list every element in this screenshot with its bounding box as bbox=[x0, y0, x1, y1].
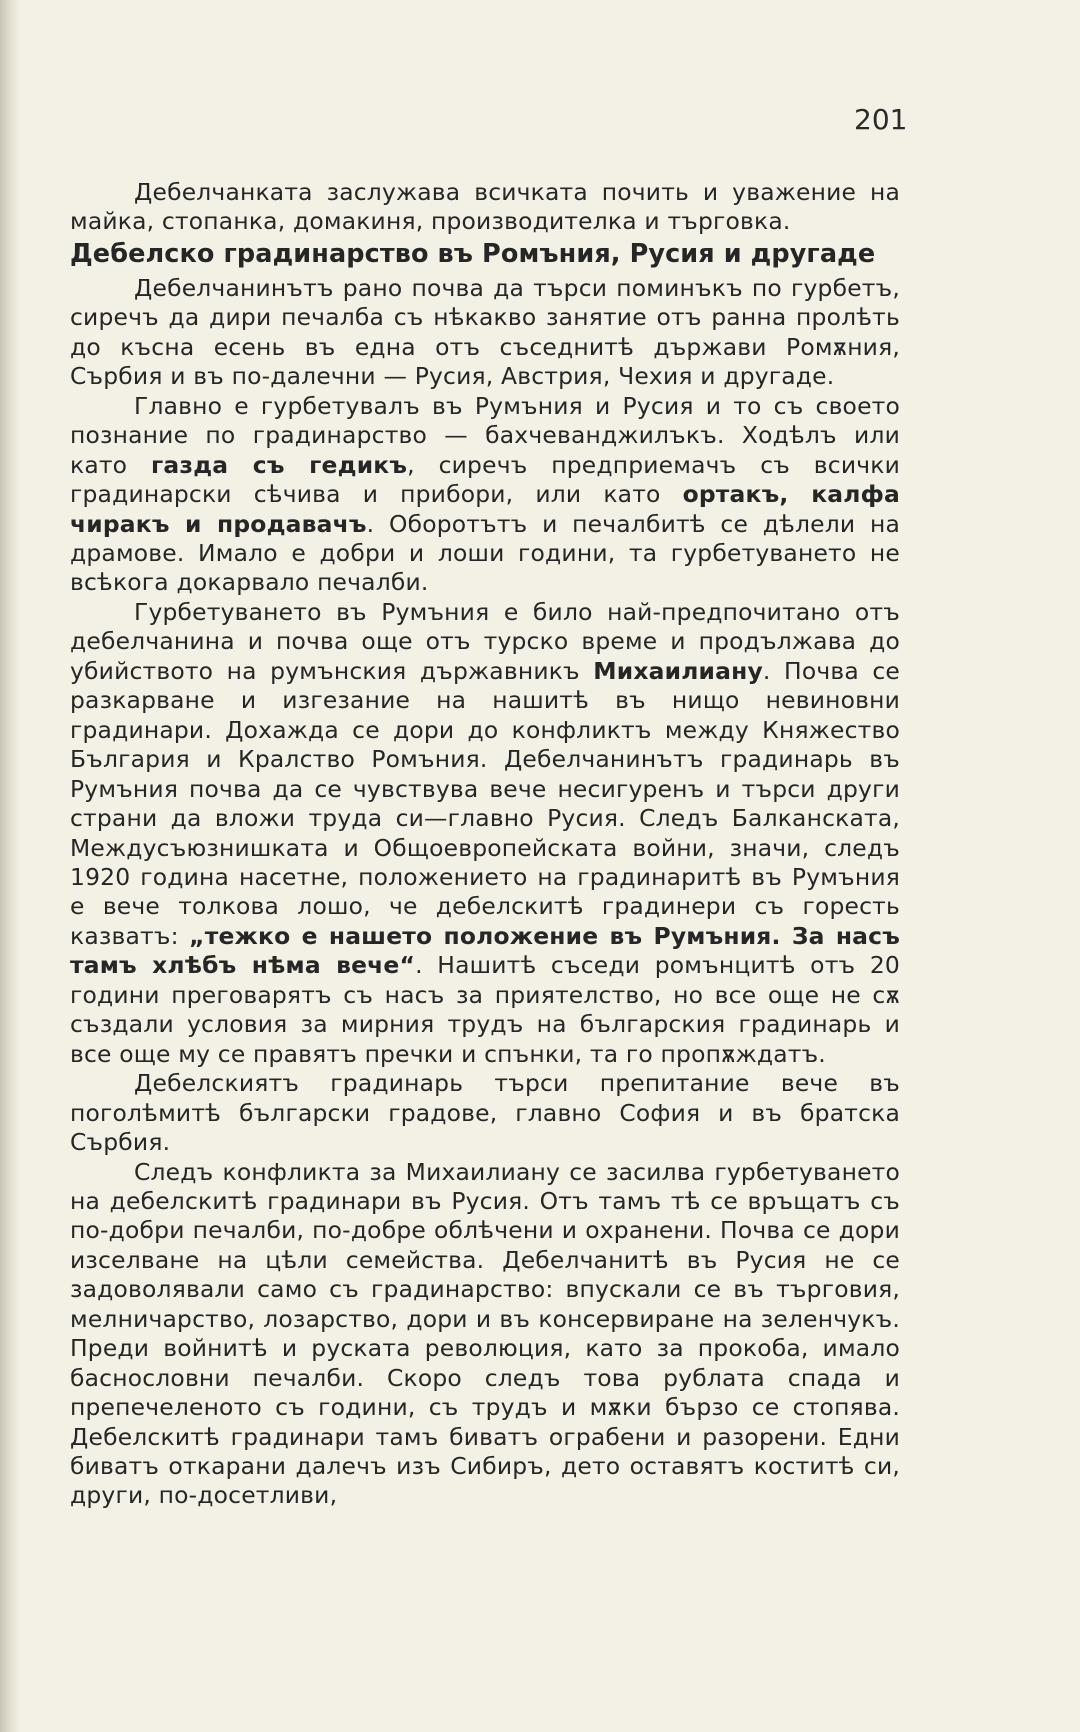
text-run: . Почва се разкарване и изгезание на нашитѣ въ нищо невиновни градинари. Дохажда се дори до конфликтъ между Княжество България и Кралство Ромъния. Дебелчанинътъ градинарь въ Румъния почва да се чувствува вече несигуренъ и търси други страни да вложи труда си—главно Русия. Следъ Балканската, Междусъюзнишката и Общоевропейската войни, значи, следъ 1920 година насетне, положението на градинаритѣ въ Румъния е вече толкова лошо, че дебелскитѣ градинери съ горесть казватъ: bbox=[70, 656, 900, 950]
text-run: Главно е гурбетувалъ въ Румъния и Русия и то съ своето познание по градинарство — бахчеванджилъкъ. Ходѣлъ или като bbox=[70, 391, 900, 479]
text-run: , сиречъ предприемачъ съ всички градинарски сѣчива и прибори, или като bbox=[70, 450, 900, 509]
section-heading: Дебелско градинарство въ Ромъния, Русия и другаде bbox=[70, 238, 876, 269]
page-binding-shadow bbox=[0, 0, 20, 1732]
text-run: Гурбетуването въ Румъния е било най-предпочитано отъ дебелчанина и почва още отъ турско време и продължава до убийството на румънския държавникъ bbox=[70, 597, 900, 685]
paragraph: Следъ конфликта за Михаилиану се засилва гурбетуването на дебелскитѣ градинари въ Русия. Отъ тамъ тѣ се връщатъ съ по-добри печалби, по-добре облѣчени и охранени. Почва се дори изселване на цѣли семейства. Дебелчанитѣ въ Русия не се задоволявали само съ градинарство: впускали се въ търговия, мелничарство, лозарство, дори и въ консервиране на зеленчукъ. Преди войнитѣ и руската революция, като за прокоба, имало баснословни печалби. Скоро следъ това рублата спада и препечеленото съ години, съ трудъ и мѫки бързо се стопява. Дебелскитѣ градинари тамъ биватъ ограбени и разорени. Едни биватъ откарани далечъ изъ Сибиръ, дето оставятъ коститѣ си, други, по-досетливи, bbox=[70, 1157, 900, 1510]
page-number: 201 bbox=[854, 103, 908, 136]
text-run: . Оборотътъ и печалбитѣ се дѣлели на драмове. Имало е добри и лоши години, та гурбетуването не всѣкога докарвало печалби. bbox=[70, 509, 901, 597]
paragraph bbox=[70, 598, 900, 1069]
text-run: . Нашитѣ съседи ромънцитѣ отъ 20 години преговарятъ съ насъ за приятелство, но все още не сѫ създали условия за мирния трудъ на българския градинарь и все още му се правятъ пречки и спънки, та го пропѫждатъ. bbox=[70, 951, 900, 1068]
paragraph: Дебелчанинътъ рано почва да търси поминъкъ по гурбетъ, сиречъ да дири печалба съ нѣкакво занятие отъ ранна пролѣть до късна есень въ една отъ съседнитѣ държави Ромѫния, Сърбия и въ по-далечни — Русия, Австрия, Чехия и другаде. bbox=[70, 273, 900, 391]
bold-term: газда съ гедикъ bbox=[151, 450, 408, 479]
paragraph bbox=[70, 392, 900, 598]
bold-term: Михаилиану bbox=[593, 656, 763, 685]
paragraph: Дебелскиятъ градинарь търси препитание вече въ поголѣмитѣ български градове, главно София и въ братска Сърбия. bbox=[70, 1069, 900, 1157]
bold-quote: „тежко е нашето положение въ Румъния. За насъ тамъ хлѣбъ нѣма вече“ bbox=[70, 921, 901, 980]
body-text bbox=[70, 178, 900, 1511]
paragraph: Дебелчанката заслужава всичката почить и уважение на майка, стопанка, домакиня, производителка и търговка. bbox=[70, 178, 900, 236]
bold-term: ортакъ, калфа чиракъ и продавачъ bbox=[70, 480, 900, 538]
